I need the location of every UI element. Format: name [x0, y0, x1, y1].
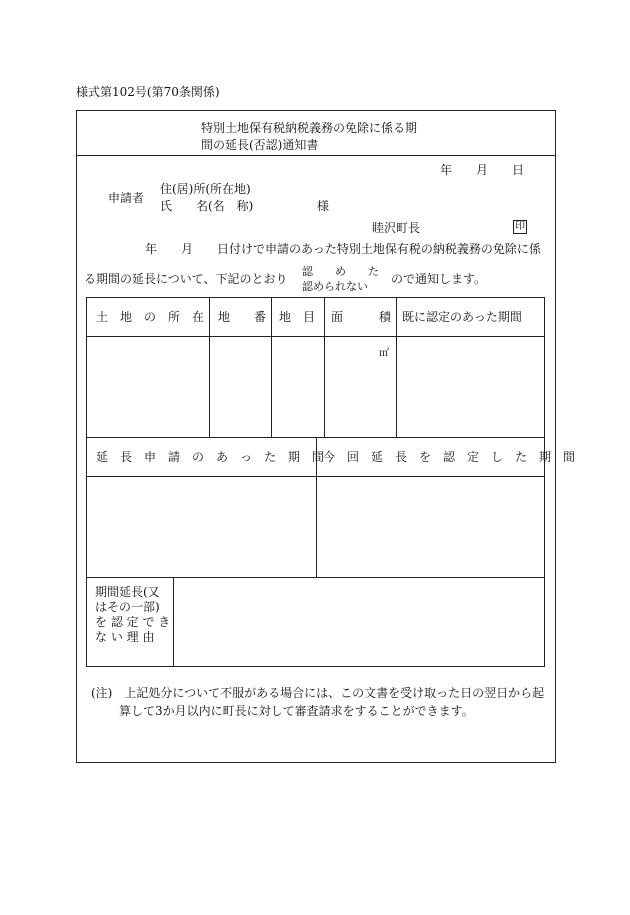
body-line-1: 年 月 日付けで申請のあった特別土地保有税の納税義務の免除に係: [145, 242, 541, 256]
reason-table-col-divider: [173, 577, 174, 667]
applicant-label: 申請者: [108, 191, 145, 205]
option-not-recognize: 認められない: [302, 280, 368, 293]
note-line-2: 算して3か月以内に町長に対して審査請求をすることができます。: [119, 704, 474, 718]
body-line-2-prefix: る期間の延長について、下記のとおり: [84, 272, 288, 286]
applicant-honorific: 様: [317, 199, 330, 213]
header-approved-period: 今 回 延 長 を 認 定 し た 期 間: [323, 450, 576, 464]
reason-line-3: を 認 定 で き: [95, 615, 171, 629]
reason-line-1: 期間延長(又: [95, 585, 160, 599]
title-separator: [76, 155, 556, 156]
land-table-col-divider: [271, 297, 272, 438]
note-line-1: (注) 上記処分について不服がある場合には、この文書を受け取った日の翌日から起: [91, 686, 545, 700]
option-recognize: 認 め た: [302, 265, 379, 278]
date-field: 年 月 日: [440, 163, 525, 177]
land-table-col-divider: [396, 297, 397, 438]
header-lot-number: 地 番: [218, 310, 267, 324]
seal-mark: 印: [515, 221, 525, 232]
header-land-category: 地 目: [279, 310, 316, 324]
applicant-name-label: 氏 名(名 称): [160, 199, 254, 213]
applicant-address-label: 住(居)所(所在地): [160, 182, 251, 196]
mayor-title: 睦沢町長: [372, 221, 421, 235]
title-line-2: 間の延長(否認)通知書: [201, 138, 319, 152]
reason-line-2: はその一部): [95, 600, 160, 614]
header-area: 面 積: [331, 310, 392, 324]
reason-label: [95, 585, 171, 645]
document-title: [201, 120, 461, 154]
header-requested-period: 延 長 申 請 の あ っ た 期 間: [96, 450, 325, 464]
body-line-2-suffix: ので通知します。: [391, 272, 487, 286]
land-table-col-divider: [324, 297, 325, 438]
area-unit: ㎡: [379, 348, 389, 359]
title-line-1: 特別土地保有税納税義務の免除に係る期: [201, 121, 418, 135]
land-table-header-border: [86, 336, 545, 337]
land-table-col-divider: [209, 297, 210, 438]
reason-line-4: な い 理 由: [95, 630, 155, 644]
form-number: 様式第102号(第70条関係): [76, 85, 220, 99]
header-certified-period: 既に認定のあった期間: [402, 310, 522, 324]
header-land-location: 土 地 の 所 在: [96, 310, 205, 324]
